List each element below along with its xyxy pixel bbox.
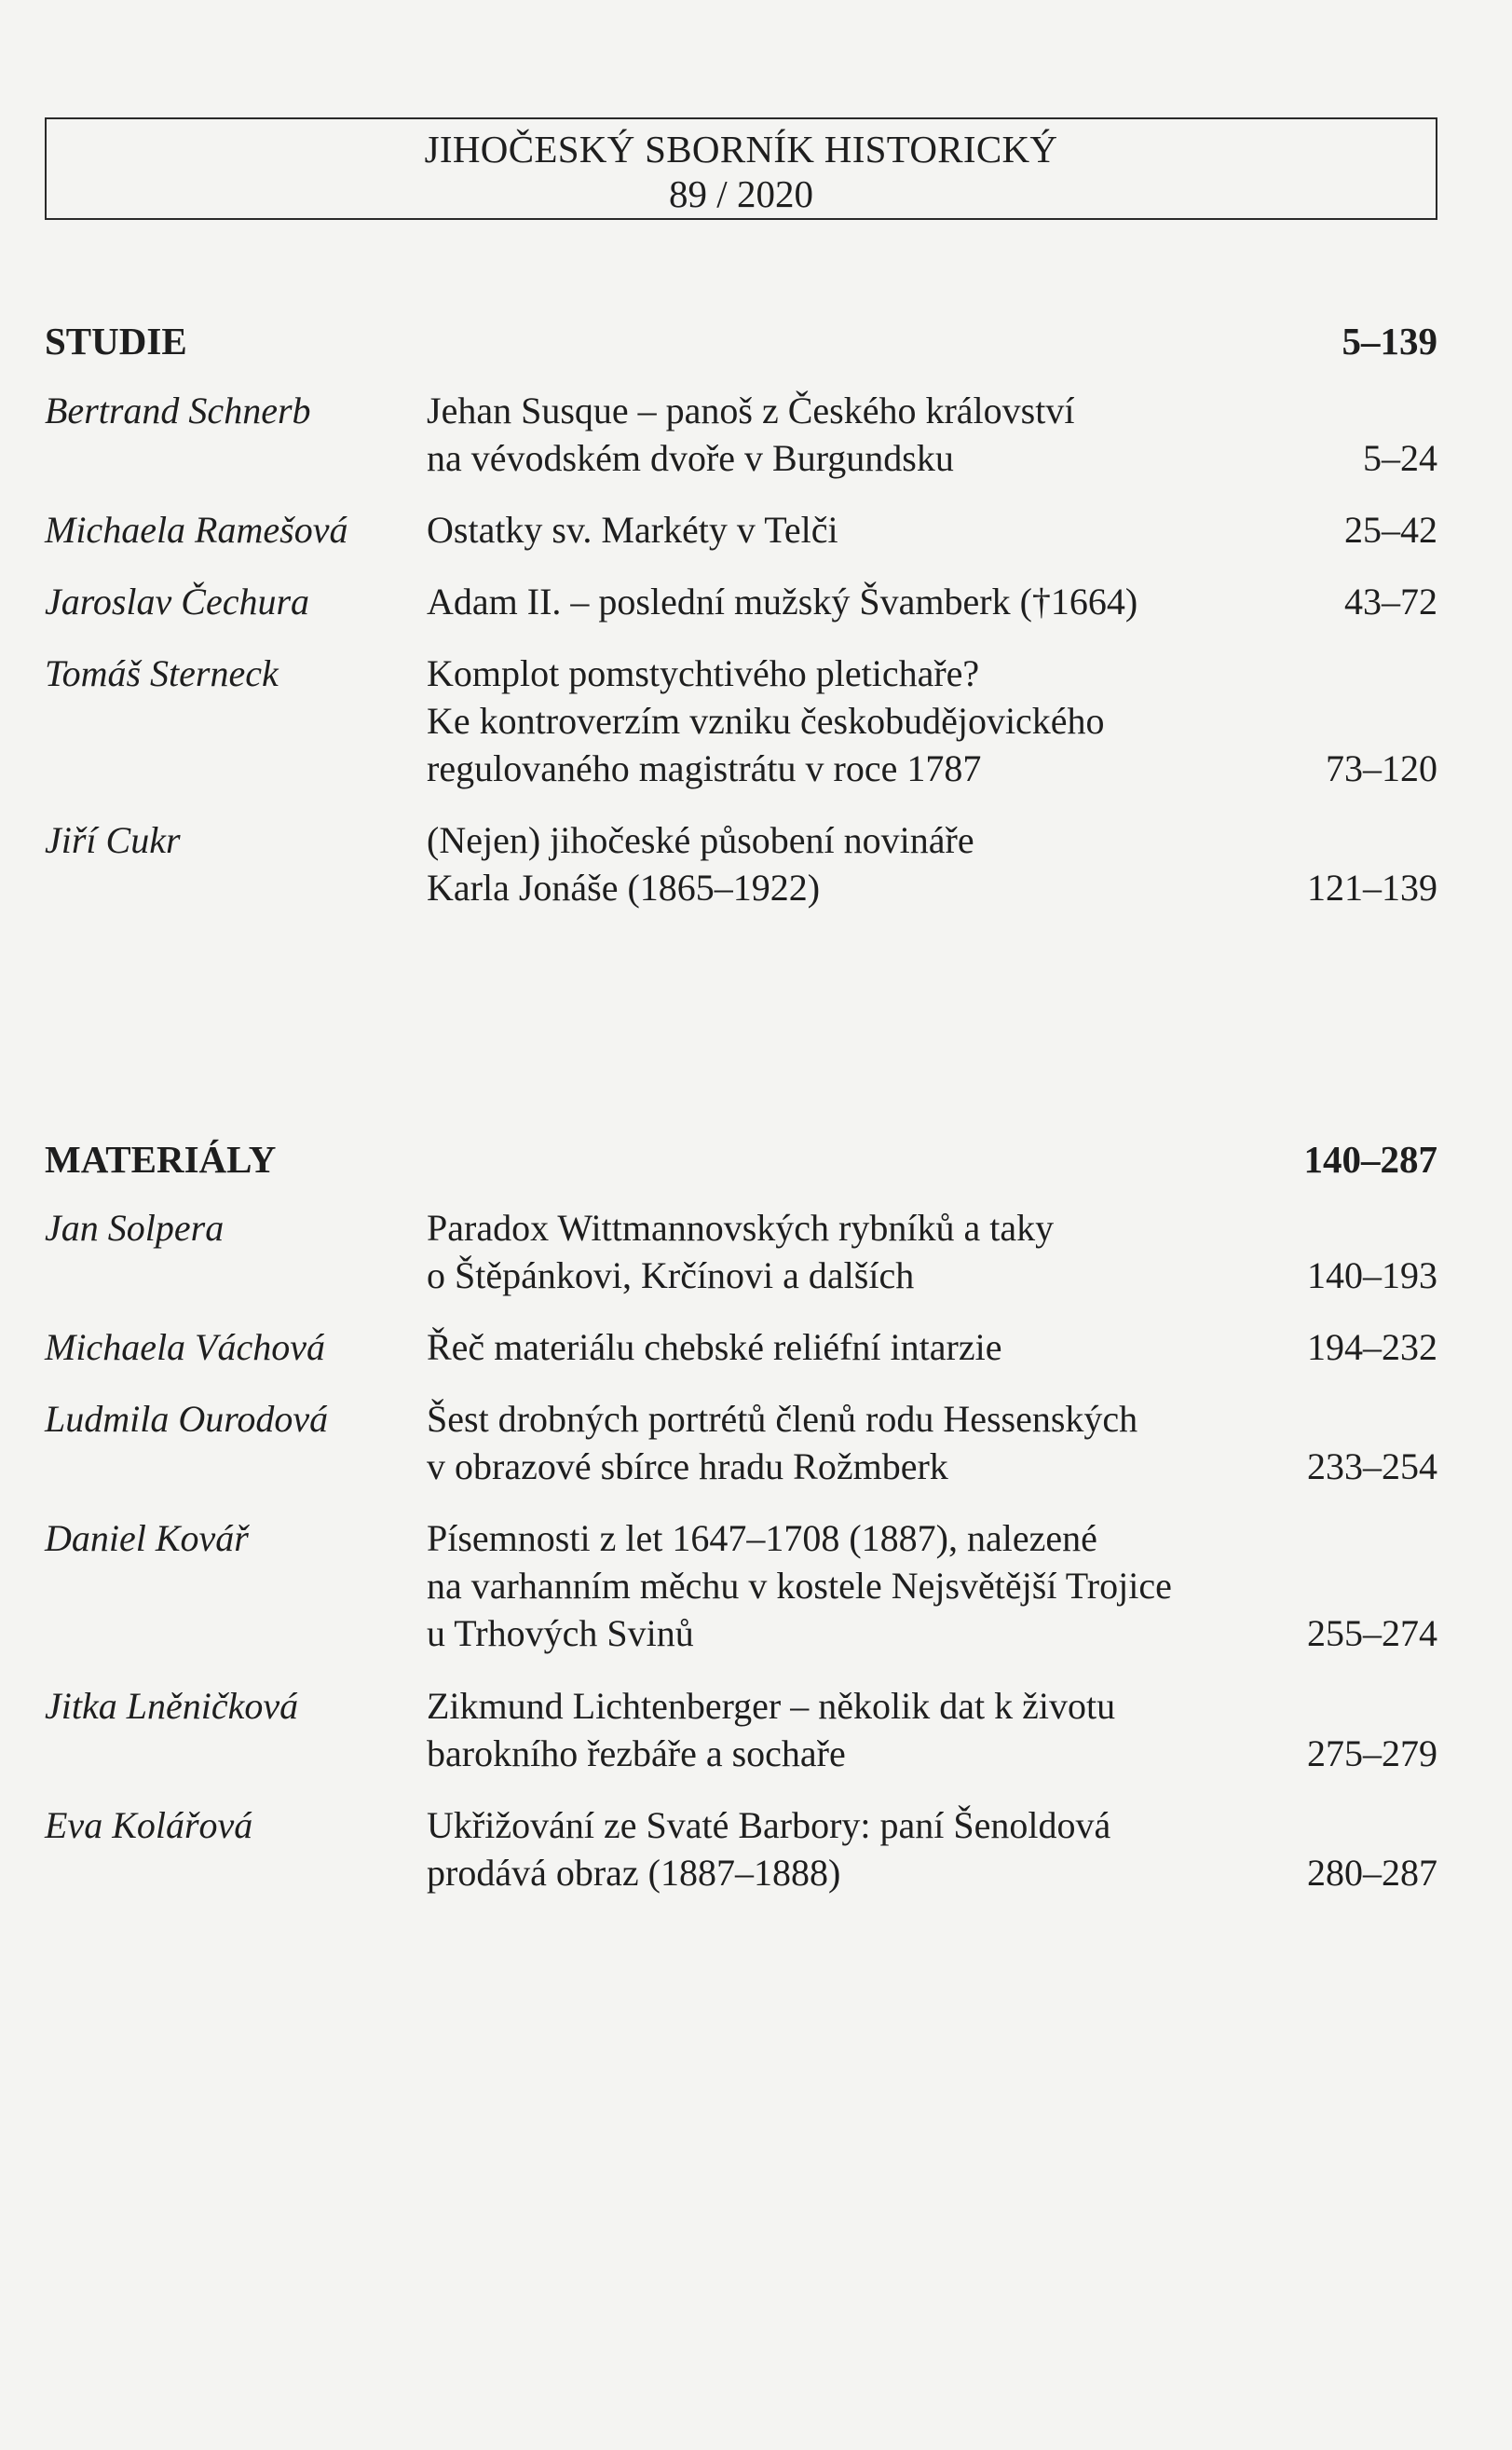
entry-title-line: v obrazové sbírce hradu Rožmberk bbox=[427, 1445, 948, 1487]
entry-author: Jan Solpera bbox=[45, 1207, 225, 1249]
entry-title bbox=[427, 650, 1302, 792]
entry-title bbox=[427, 1682, 1302, 1777]
entry-title-line: (Nejen) jihočeské působení novináře bbox=[427, 819, 974, 861]
entry-pages: 121–139 bbox=[1307, 867, 1437, 909]
entry-title-line: na vévodském dvoře v Burgundsku bbox=[427, 437, 954, 479]
entry-title bbox=[427, 387, 1302, 482]
entry-author: Eva Kolářová bbox=[45, 1804, 253, 1846]
entry-author: Jitka Lněničková bbox=[45, 1685, 299, 1727]
entry-title-line: na varhanním měchu v kostele Nejsvětější Trojice bbox=[427, 1565, 1172, 1607]
entry-title-line: Zikmund Lichtenberger – několik dat k životu bbox=[427, 1685, 1116, 1727]
entry-pages: 43–72 bbox=[1344, 581, 1437, 623]
entry-pages: 280–287 bbox=[1307, 1852, 1437, 1894]
entry-author: Michaela Váchová bbox=[45, 1326, 325, 1368]
entry-title bbox=[427, 1323, 1302, 1371]
journal-issue: 89 / 2020 bbox=[669, 172, 813, 215]
entry-title bbox=[427, 1801, 1302, 1896]
entry-title-line: regulovaného magistrátu v roce 1787 bbox=[427, 747, 982, 789]
entry-title-line: Řeč materiálu chebské reliéfní intarzie bbox=[427, 1326, 1002, 1368]
entry-title-line: Ostatky sv. Markéty v Telči bbox=[427, 509, 838, 551]
entry-author: Bertrand Schnerb bbox=[45, 390, 311, 431]
entry-pages: 25–42 bbox=[1344, 509, 1437, 551]
entry-title bbox=[427, 816, 1302, 911]
journal-title: JIHOČESKÝ SBORNÍK HISTORICKÝ bbox=[424, 128, 1058, 171]
entry-pages: 5–24 bbox=[1363, 437, 1437, 479]
entry-pages: 275–279 bbox=[1307, 1732, 1437, 1774]
entry-title-line: Paradox Wittmannovských rybníků a taky bbox=[427, 1207, 1055, 1249]
entry-title-line: barokního řezbáře a sochaře bbox=[427, 1732, 846, 1774]
entry-pages: 255–274 bbox=[1307, 1612, 1437, 1654]
entry-title-line: o Štěpánkovi, Krčínovi a dalších bbox=[427, 1254, 915, 1296]
entry-pages: 194–232 bbox=[1307, 1326, 1437, 1368]
entry-title-line: Adam II. – poslední mužský Švamberk (†1664) bbox=[427, 581, 1138, 623]
entry-title-line: Ukřižování ze Svaté Barbory: paní Šenoldová bbox=[427, 1804, 1111, 1846]
entry-title-line: Jehan Susque – panoš z Českého království bbox=[427, 390, 1075, 431]
section-heading-materialy bbox=[45, 1137, 1437, 1184]
entry-author: Daniel Kovář bbox=[45, 1517, 249, 1559]
entry-pages: 73–120 bbox=[1326, 747, 1437, 789]
entry-pages: 233–254 bbox=[1307, 1445, 1437, 1487]
section-heading-studie bbox=[45, 319, 1437, 365]
entry-author: Jaroslav Čechura bbox=[45, 581, 310, 623]
entry-title-line: u Trhových Svinů bbox=[427, 1612, 694, 1654]
entry-title-line: Šest drobných portrétů členů rodu Hessenských bbox=[427, 1398, 1138, 1440]
entry-title-line: prodává obraz (1887–1888) bbox=[427, 1852, 841, 1894]
entry-title-line: Písemnosti z let 1647–1708 (1887), nalezené bbox=[427, 1517, 1097, 1559]
section-title: MATERIÁLY bbox=[45, 1138, 277, 1181]
entry-title bbox=[427, 1514, 1302, 1657]
entry-title-line: Komplot pomstychtivého pletichaře? bbox=[427, 652, 980, 694]
entry-author: Tomáš Sterneck bbox=[45, 652, 279, 694]
entry-title bbox=[427, 1395, 1302, 1490]
journal-header-box bbox=[45, 117, 1437, 220]
entry-author: Michaela Ramešová bbox=[45, 509, 348, 551]
entry-title-line: Ke kontroverzím vzniku českobudějovického bbox=[427, 700, 1105, 742]
section-page-range: 5–139 bbox=[1342, 320, 1437, 363]
entry-title bbox=[427, 578, 1302, 625]
entry-title-line: Karla Jonáše (1865–1922) bbox=[427, 867, 821, 909]
entry-title bbox=[427, 1204, 1302, 1299]
entry-author: Jiří Cukr bbox=[45, 819, 181, 861]
section-page-range: 140–287 bbox=[1303, 1138, 1437, 1181]
section-title: STUDIE bbox=[45, 320, 187, 363]
entry-pages: 140–193 bbox=[1307, 1254, 1437, 1296]
entry-title bbox=[427, 506, 1302, 554]
entry-author: Ludmila Ourodová bbox=[45, 1398, 329, 1440]
